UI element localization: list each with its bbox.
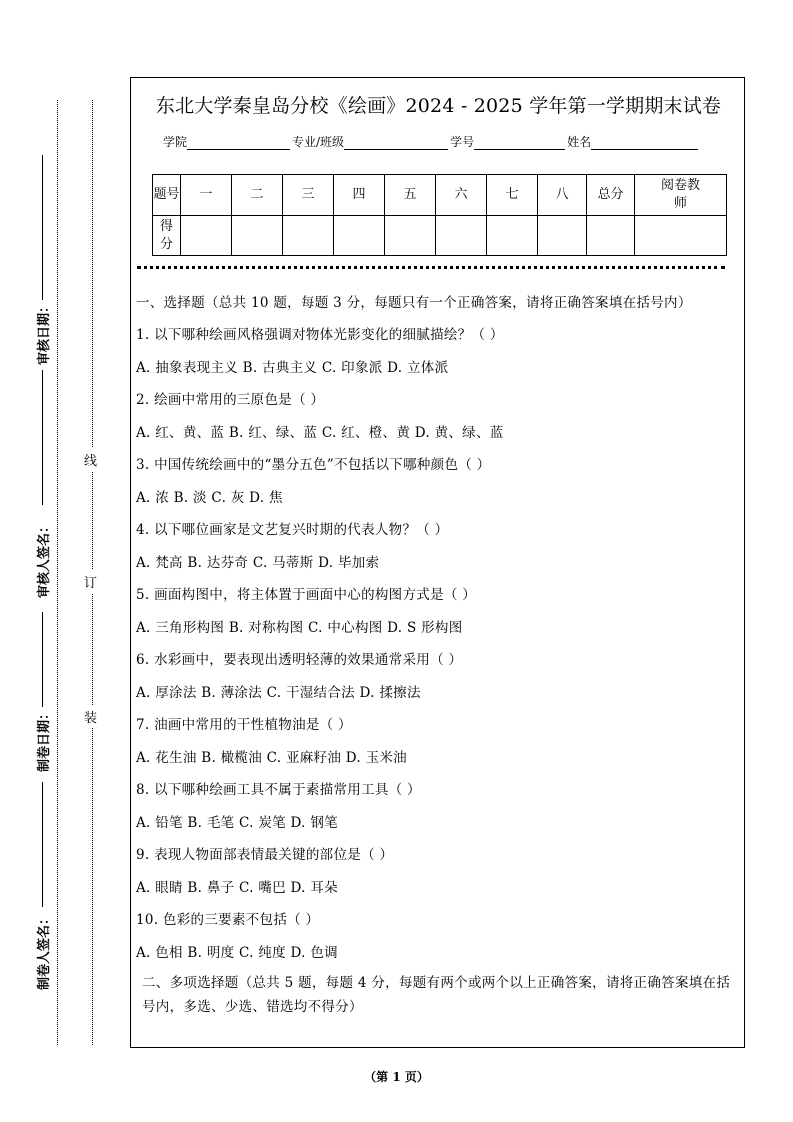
question-text: 10. 色彩的三要素不包括（ ） [136,912,320,928]
section1-heading: 一、选择题（总共 10 题，每题 3 分，每题只有一个正确答案，请将正确答案填在括号内） [136,295,692,311]
question-options: A. 浓 B. 淡 C. 灰 D. 焦 [136,489,283,506]
col-7: 七 [487,175,538,216]
section2-heading: 二、多项选择题（总共 5 题，每题 4 分，每题有两个或两个以上正确答案，请将正确答案填在括号内，多选、少选、错选均不得分） [142,975,731,1015]
exam-title: 东北大学秦皇岛分校《绘画》2024 - 2025 学年第一学期期末试卷 [155,95,722,117]
question-options: A. 红、黄、蓝 B. 红、绿、蓝 C. 红、橙、黄 D. 黄、绿、蓝 [136,424,504,441]
student-id-label: 学号 [450,135,475,149]
maker-sign-blank [42,782,43,907]
binding-dotted-line-outer [57,100,58,1045]
maker-sign-label: 制卷人签名： [37,911,52,990]
score-cell-total[interactable] [587,216,635,256]
col-4: 四 [334,175,385,216]
score-cell-4[interactable] [334,216,385,256]
dotted-separator [137,266,725,269]
score-cell-8[interactable] [538,216,587,256]
major-class-field[interactable] [344,136,448,150]
binding-mark-bind: 订 [84,570,97,593]
score-cell-5[interactable] [385,216,436,256]
col-3: 三 [283,175,334,216]
page-number: （第 1 页） [364,1070,429,1084]
binding-mark-line: 线 [84,448,97,471]
col-1: 一 [181,175,232,216]
college-field[interactable] [187,136,290,150]
question-text: 7. 油画中常用的干性植物油是（ ） [136,717,352,733]
score-label: 得分 [153,216,181,256]
col-5: 五 [385,175,436,216]
question-text: 6. 水彩画中，要表现出透明轻薄的效果通常采用（ ） [136,652,463,668]
question-text: 3. 中国传统绘画中的“墨分五色”不包括以下哪种颜色（ ） [136,457,491,473]
exam-frame [130,77,745,1048]
question-options: A. 花生油 B. 橄榄油 C. 亚麻籽油 D. 玉米油 [136,749,407,766]
question-options: A. 抽象表现主义 B. 古典主义 C. 印象派 D. 立体派 [136,359,449,376]
score-cell-3[interactable] [283,216,334,256]
score-cell-6[interactable] [436,216,487,256]
college-label: 学院 [163,135,188,149]
question-options: A. 厚涂法 B. 薄涂法 C. 干湿结合法 D. 揉擦法 [136,684,421,701]
col-total: 总分 [587,175,635,216]
reviewer-sign-blank [42,370,43,505]
student-id-field[interactable] [474,136,565,150]
question-text: 1. 以下哪种绘画风格强调对物体光影变化的细腻描绘？（ ） [136,327,504,343]
score-table [152,174,727,256]
question-text: 2. 绘画中常用的三原色是（ ） [136,392,325,408]
col-2: 二 [232,175,283,216]
score-table-score-row [153,216,727,256]
question-text: 9. 表现人物面部表情最关键的部位是（ ） [136,847,394,863]
student-info-row [163,133,700,150]
question-options: A. 梵高 B. 达芬奇 C. 马蒂斯 D. 毕加索 [136,554,380,571]
name-field[interactable] [591,136,698,150]
col-6: 六 [436,175,487,216]
col-8: 八 [538,175,587,216]
review-date-blank [42,155,43,300]
question-text: 5. 画面构图中，将主体置于画面中心的构图方式是（ ） [136,587,477,603]
col-grader: 阅卷教师 [635,175,727,216]
score-cell-2[interactable] [232,216,283,256]
score-cell-7[interactable] [487,216,538,256]
reviewer-sign-label: 审核人签名： [37,519,52,598]
question-options: A. 眼睛 B. 鼻子 C. 嘴巴 D. 耳朵 [136,879,338,896]
question-text: 4. 以下哪位画家是文艺复兴时期的代表人物？（ ） [136,522,449,538]
score-cell-grader[interactable] [635,216,727,256]
question-number-label: 题号 [153,175,181,216]
exam-content [136,291,742,1019]
make-date-label: 制卷日期： [37,706,52,772]
major-class-label: 专业/班级 [292,135,345,149]
question-text: 8. 以下哪种绘画工具不属于素描常用工具（ ） [136,782,421,798]
score-table-header-row [153,175,727,216]
question-options: A. 色相 B. 明度 C. 纯度 D. 色调 [136,944,338,961]
review-date-label: 审核日期： [37,299,52,365]
make-date-blank [42,612,43,707]
question-options: A. 三角形构图 B. 对称构图 C. 中心构图 D. S 形构图 [136,619,463,636]
binding-mark-fold: 装 [84,705,97,728]
name-label: 姓名 [567,135,592,149]
question-options: A. 铅笔 B. 毛笔 C. 炭笔 D. 钢笔 [136,814,338,831]
score-cell-1[interactable] [181,216,232,256]
